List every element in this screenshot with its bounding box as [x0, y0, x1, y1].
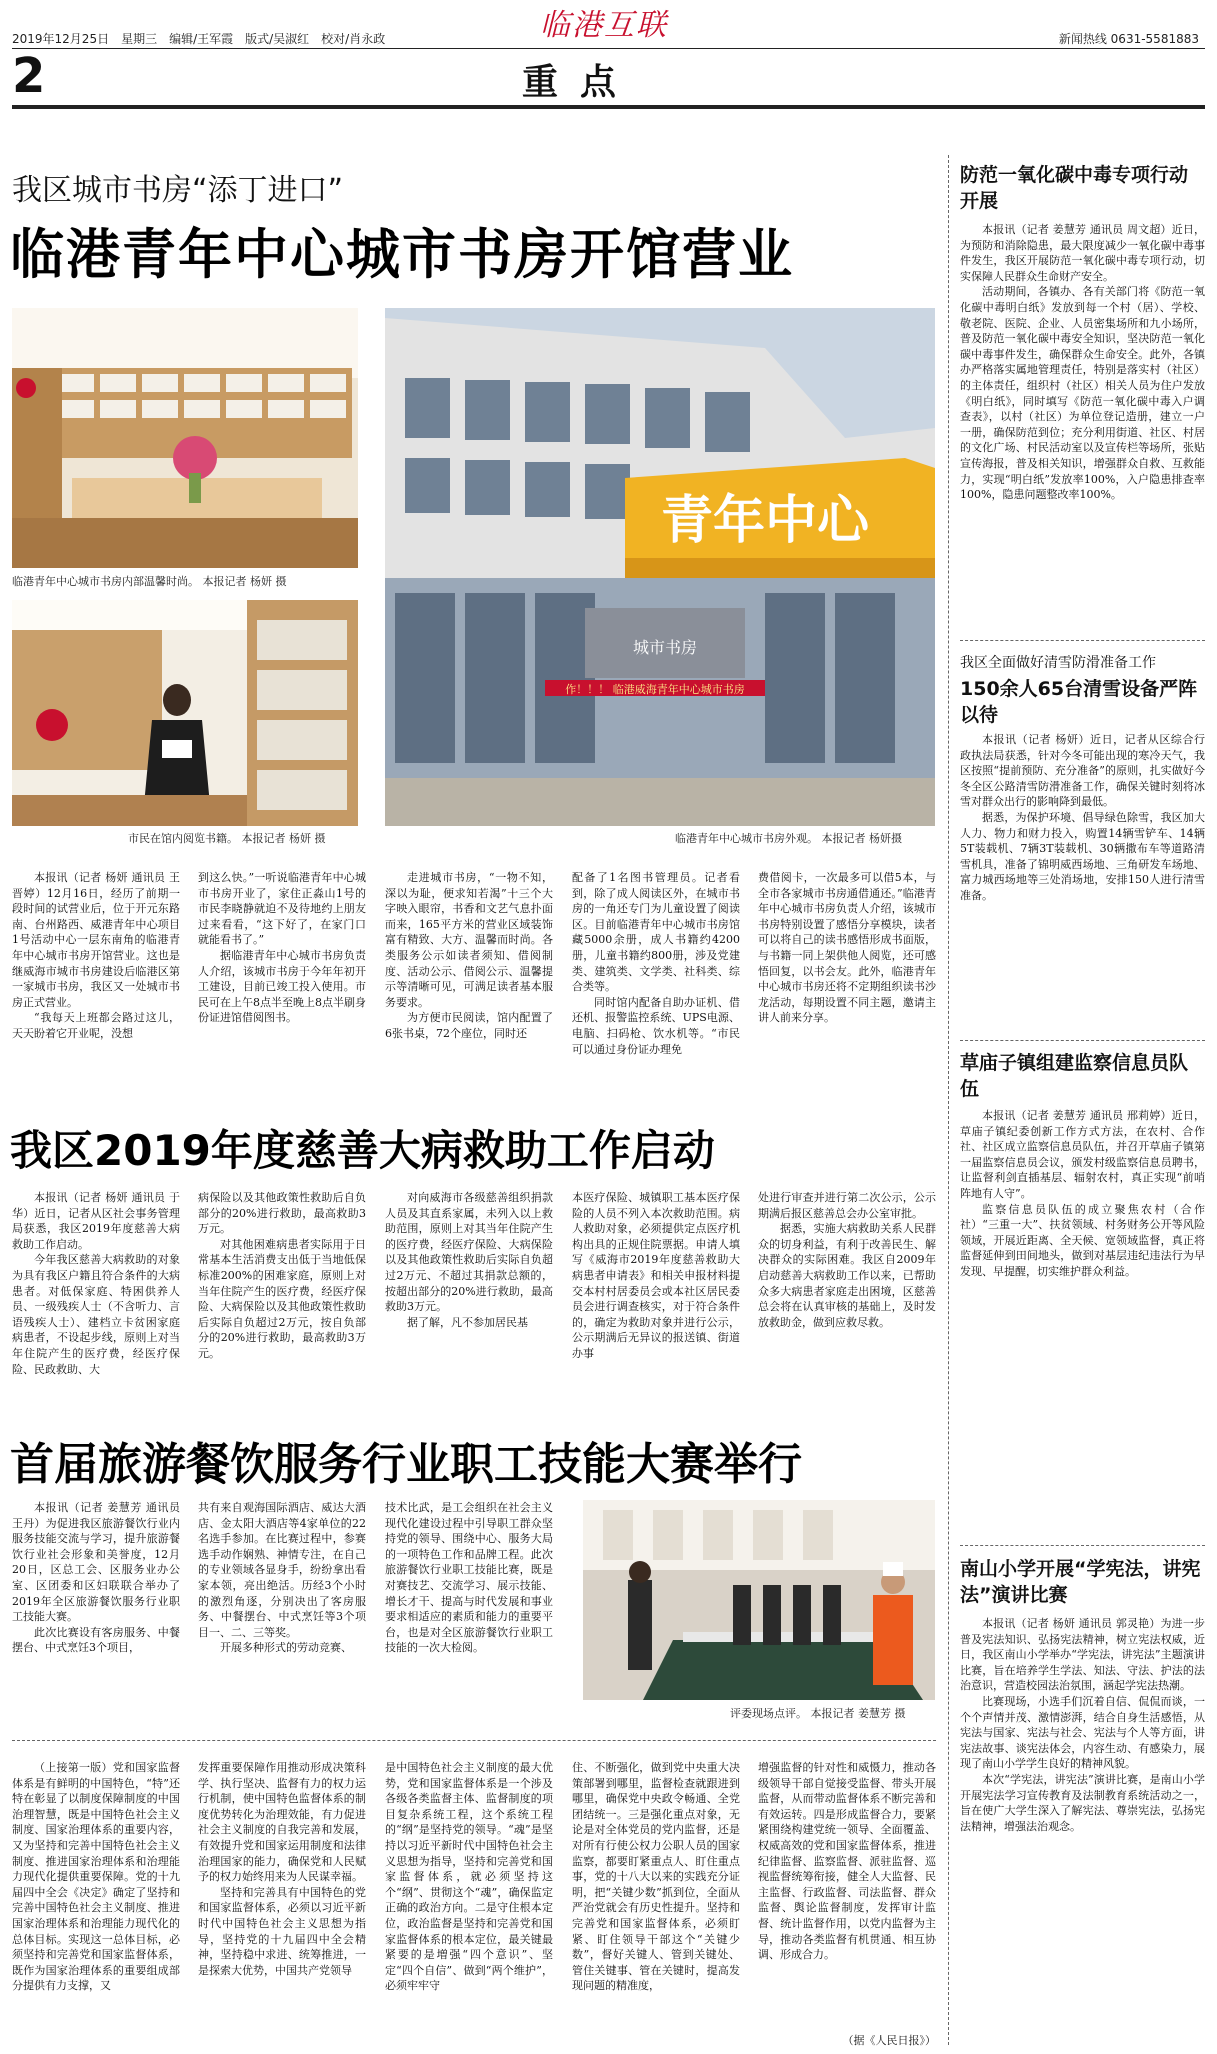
- paragraph: 住、不断强化，做到党中央重大决策部署到哪里，监督检查就跟进到哪里，确保党中央政令畅通、全党团结统一。三是强化重点对象，无论是对全体党员的党内监督，还是对所有行使公权力公职人员的国家监察，都要盯紧重点人、盯住重点事，党的十八大以来的实践充分证明，把“关键少数”抓到位，全面从严治党就会有历史性提升。坚持和完善党和国家监督体系，必须盯紧、盯住领导干部这个“关键少数”，督好关键人、管到关键处、管住关键事、管在关键时，提高发现问题的精准度，: [572, 1761, 740, 1993]
- paragraph: 是中国特色社会主义制度的最大优势，党和国家监督体系是一个涉及各级各类监督主体、监督制度的项目复杂系统工程，这个系统工程的“纲”是坚持党的领导。“魂”是坚持以习近平新时代中国特色社会主义思想为指导，坚持和完善党和国家监督体系，就必须坚持这个“纲”、贯彻这个“魂”，确保监定正确的政治方向。二是守住根本定位，政治监督是坚持和完善党和国家监督体系的根本定位，最关键最紧要的是増强“四个意识”、坚定“四个自信”、做到“两个维护”，必须牢牢守: [385, 1761, 553, 1993]
- paragraph: 对向威海市各级慈善组织捐款人员及其直系家属，未列入以上救助范围，原则上对其当年住院产生的医疗费，经医疗保险、大病保险以及其他政策性救助后实际自负超过2万元、不超过其捐款总额的，按超出部分的20%进行救助，最高救助3万元。: [385, 1191, 553, 1314]
- paragraph: 比赛现场，小选手们沉着自信、侃侃而谈，一个个声情并茂、激情澎湃，结合自身生活感悟，从宪法与国家、宪法与社会、宪法与个人等方面，讲宪法故事、谈宪法体会，内容生动、有感染力，展现了南山小学学生良好的精神风貌。: [960, 1694, 1205, 1771]
- paragraph: 对其他困难病患者实际用于日常基本生活消费支出低于当地低保标准200%的困难家庭，原则上对当年住院产生的医疗费，经医疗保险、大病保险以及其他政策性救助后实际自负超过2万元，按自负部分的20%进行救助，最高救助3万元。: [198, 1237, 366, 1360]
- article1-kicker: 我区城市书房“添丁进口”: [12, 173, 344, 208]
- paragraph: 本报讯（记者 杨妍 通讯员 郭灵艳）为进一步普及宪法知识、弘扬宪法精神，树立宪法权威，近日，我区南山小学举办“学宪法，讲宪法”主题演讲比赛，旨在培养学生学法、知法、守法、护法的法治意识，营造校园法治氛围，涵起学宪法热潮。: [960, 1617, 1205, 1693]
- paragraph: 发挥重要保障作用推动形成决策科学、执行坚决、监督有力的权力运行机制，使中国特色监督体系的制度优势转化为治理效能，有力促进社会主义制度的自我完善和发展，有效提升党和国家运用制度和法律治理国家的能力，确保党和人民赋予的权力始终用来为人民谋幸福。: [198, 1761, 366, 1884]
- paragraph: 本报讯（记者 姜慧芳 通讯员 王丹）为促进我区旅游餐饮行业内服务技能交流与学习，提升旅游餐饮行业社会形象和美誉度，12月20日，区总工会、区服务业办公室、区团委和区妇联联合举办了2019年全区旅游餐饮服务行业职工技能大赛。: [12, 1501, 180, 1624]
- article2-col3: [385, 1190, 553, 1410]
- photo-reader: [12, 600, 358, 826]
- photo-library-interior: [12, 308, 358, 568]
- photo-skills-contest: [583, 1500, 935, 1700]
- paragraph: 坚持和完善具有中国特色的党和国家监督体系，必须以习近平新时代中国特色社会主义思想为指导，坚持党的十九届四中全会精神，坚持稳中求进、统筹推进，一是探索大优势，中国共产党领导: [198, 1885, 366, 1977]
- paragraph: 据临港青年中心城市书房负责人介绍，该城市书房于今年年初开工建设，目前已竣工投入使用。市民可在上午8点半至晚上8点半刷身份证进馆借阅图书。: [198, 948, 366, 1025]
- paragraph: 技术比武，是工会组织在社会主义现代化建设过程中引导职工群众坚持党的领导、围绕中心、服务大局的一项特色工作和品牌工程。此次旅游餐饮行业职工技能比赛，既是对赛技艺、交流学习、展示技能、增长才干、提高与时代发展和事业要求相适应的素质和能力的重要平台，也是对全区旅游餐饮行业职工技能的一次大检阅。: [385, 1501, 553, 1655]
- bottom-col5: [758, 1760, 936, 2032]
- paragraph: 据了解，凡不参加居民基: [407, 1315, 528, 1329]
- article1-col5: [758, 870, 936, 1110]
- paragraph: 本报讯（记者 杨妍）近日，记者从区综合行政执法局获悉，针对今冬可能出现的寒冷天气，我区按照“提前预防、充分准备”的原则，扎实做好今冬全区公路清雪防滑准备工作，确保关键时刻将冰雪对群众出行的影响降到最低。: [960, 733, 1205, 809]
- header-rule-thick: [12, 105, 1205, 109]
- article2-col5: [758, 1190, 936, 1410]
- sidebar-rule-1: [960, 640, 1205, 641]
- masthead-logo: 临港互联: [540, 8, 668, 43]
- section-title: 重点: [522, 62, 639, 103]
- paragraph: 本报讯（记者 杨妍 通讯员 王晋婷）12月16日，经历了前期一段时间的试营业后，位于开元东路南、台州路西、威港青年中心项目1号活动中心一层东南角的临港青年中心城市书房开馆营业。这也是继威海市城市书房建设后临港区第一家城市书房，我区又一处城市书房正式营业。: [12, 871, 180, 1009]
- sidebar-s4-body: [960, 1616, 1205, 2046]
- caption-interior: 临港青年中心城市书房内部温馨时尚。 本报记者 杨妍 摄: [12, 575, 287, 588]
- paragraph: 病保险以及其他政策性救助后自负部分的20%进行救助，最高救助3万元。: [198, 1191, 366, 1236]
- bottom-col1: [12, 1760, 180, 2048]
- paragraph: 本报讯（记者 杨妍 通讯员 于华）近日，记者从区社会事务管理局获悉，我区2019年度慈善大病救助工作启动。: [12, 1191, 180, 1251]
- paragraph: 今年我区慈善大病救助的对象为具有我区户籍且符合条件的大病患者。对低保家庭、特困供养人员、一级残疾人士（不含听力、言语残疾人士）、建档立卡贫困家庭病患者，不设起步线，原则上对当年住院产生的医疗费，经医疗保险、民政救助、大: [12, 1253, 180, 1376]
- bottom-col4: [572, 1760, 740, 2048]
- article3-col1: [12, 1500, 180, 1715]
- caption-contest: 评委现场点评。 本报记者 姜慧芳 摄: [730, 1707, 906, 1720]
- sidebar-rule-2: [960, 1040, 1205, 1041]
- paragraph: 据悉，实施大病救助关系人民群众的切身利益，有利于改善民生、解决群众的实际困难。我区自2009年启动慈善大病救助工作以来，已帮助众多大病患者家庭走出困境，区慈善总会将在认真审核的基础上，及时发放救助金，做到应救尽救。: [758, 1222, 936, 1329]
- sidebar-s2-headline: 150余人65台清雪设备严阵以待: [960, 678, 1198, 726]
- sidebar-s2-body: [960, 732, 1205, 1032]
- bottom-divider: [12, 1740, 936, 1741]
- paragraph: （上接第一版）党和国家监督体系是有鲜明的中国特色，“特”还特在彰显了以制度保障制度的中国治理智慧，既是中国特色社会主义制度、国家治理体系的重要内容，又为坚持和完善中国特色社会主义制度、推进国家治理体系和治理能力现代化提供重要保障。党的十九届四中全会《决定》确定了坚持和完善中国特色社会主义制度、推进国家治理体系和治理能力现代化的总体目标。实现这一总体目标，必须坚持和完善党和国家监督体系，既作为国家治理体系的重要组成部分提供有力支撑，又: [12, 1761, 180, 1993]
- date-edition-line: 2019年12月25日 星期三 编辑/王军霞 版式/吴淑红 校对/肖永政: [12, 32, 386, 46]
- sidebar-s3-headline: 草庙子镇组建监察信息员队伍: [960, 1052, 1189, 1100]
- paragraph: 本次“学宪法，讲宪法”演讲比赛，是南山小学开展宪法学习宣传教育及法制教育系统活动之一，旨在使广大学生深入了解宪法、尊崇宪法，弘扬宪法精神，增强法治观念。: [960, 1772, 1205, 1833]
- paragraph: 本医疗保险、城镇职工基本医疗保险的人员不列入本次救助范围。病人救助对象，必须提供定点医疗机构出具的正规住院票据。申请人填写《威海市2019年度慈善救助大病患者申请表》和相关申报材料提交本村村居委员会或本社区居民委员会进行调查核实，对于符合条件的，确定为救助对象并进行公示，公示期满后无异议的报送镇、街道办事: [572, 1191, 740, 1360]
- article1-col3: [385, 870, 553, 1110]
- sidebar-s2-kicker: 我区全面做好清雪防滑准备工作: [960, 655, 1156, 671]
- photo-building-exterior: [385, 308, 935, 826]
- news-hotline: 新闻热线 0631-5581883: [1058, 32, 1199, 46]
- paragraph: 走进城市书房，“一物不知，深以为耻，便求知若渴”十三个大字映入眼帘，书香和文艺气息扑面而来，165平方米的营业区域装饰富有精致、大方、温馨而时尚。各类服务公示如读者须知、借阅制度、活动公示、借阅公示、温馨提示等清晰可见，可满足读者基本服务要求。: [385, 871, 553, 1009]
- paragraph: 费借阅卡，一次最多可以借5本，与全市各家城市书房通借通还。”临港青年中心城市书房负责人介绍，该城市书房特别设置了感悟分享模块，读者可以将自己的读书感悟形成书面版，与书籍一同上架供他人阅览，还可感悟回复，以书会友。此外，临港青年中心城市书房还将不定期组织读书沙龙活动，每期设置不同主题，邀请主讲人前来分享。: [758, 871, 936, 1025]
- article1-col4: [572, 870, 740, 1110]
- paragraph: “我每天上班都会路过这儿，天天盼着它开业呢，没想: [12, 1011, 180, 1040]
- bottom-col2: [198, 1760, 366, 2048]
- sidebar-s1-headline: 防范一氧化碳中毒专项行动开展: [960, 164, 1189, 212]
- article2-headline: 我区2019年度慈善大病救助工作启动: [10, 1126, 715, 1175]
- article2-col1: [12, 1190, 180, 1410]
- header-rule-top: [12, 48, 1205, 49]
- article3-headline: 首届旅游餐饮服务行业职工技能大赛举行: [10, 1439, 802, 1490]
- paragraph: 为方便市民阅读，馆内配置了6张书桌，72个座位，同时还: [385, 1011, 553, 1040]
- article3-col2: [198, 1500, 366, 1715]
- article1-col1: [12, 870, 180, 1110]
- sidebar-s1-body: [960, 222, 1205, 622]
- paragraph: 活动期间，各镇办、各有关部门将《防范一氧化碳中毒明白纸》发放到每一个村（居）、学校、敬老院、医院、企业、人员密集场所和九小场所，普及防范一氧化碳中毒安全知识，坚决防范一氧化碳中毒事件发生，确保群众生命安全。此外，各镇办严格落实属地管理责任，特别是落实村（社区）的主体责任，组织村（社区）相关人员为住户发放《明白纸》，同时填写《防范一氧化碳中毒入户调查表》，以村（社区）为单位登记造册，建立一户一册，确保防范到位；充分利用街道、社区、村居的文化广场、村民活动室以及宣传栏等场所，张贴宣传海报，普及相关知识，增强群众自救、互救能力，实现“明白纸”发放率100%，入户隐患排查率100%，隐患问题整改率100%。: [960, 285, 1205, 502]
- paragraph: 本报讯（记者 姜慧芳 通讯员 周文超）近日，为预防和消除隐患，最大限度减少一氧化碳中毒事件发生，我区开展防范一氧化碳中毒专项行动，切实保障人民群众生命财产安全。: [960, 223, 1205, 283]
- paragraph: 此次比赛设有客房服务、中餐摆台、中式烹饪3个项目，: [12, 1625, 180, 1655]
- paragraph: 处进行审查并进行第二次公示，公示期满后报区慈善总会办公室审批。: [758, 1191, 936, 1220]
- paragraph: 监察信息员队伍的成立聚焦农村（合作社）“三重一大”、扶贫领域、村务财务公开等风险领域，开展近距离、全天候、宽领域监督，真正将监督延伸到田间地头，做到对基层违纪违法行为早发现、早提醒，切实维护群众利益。: [960, 1202, 1205, 1278]
- building-sign: 青年中心: [660, 491, 870, 551]
- door-sign: 城市书房: [632, 638, 698, 657]
- paragraph: 本报讯（记者 姜慧芳 通讯员 邢莉婷）近日，草庙子镇纪委创新工作方式方法，在农村、合作社、社区成立监察信息员队伍，并召开草庙子镇第一届监察信息员会议，颁发村级监察信息员聘书，让监督利剑直插基层、辐射农村，真正实现“前哨阵地有人守”。: [960, 1109, 1205, 1200]
- paragraph: 到这么快。”一听说临港青年中心城市书房开业了，家住正淼山1号的市民李晓静就迫不及待地约上朋友过来看看，“这下好了，在家门口就能看书了。”: [198, 871, 366, 947]
- paragraph: 据悉，为保护环境、倡导绿色除雪，我区加大人力、物力和财力投入，购置14辆雪铲车、14辆5T装载机、7辆3T装载机、30辆撒布车等道路清雪机具，准备了锦明威西场地、三角研发车场地、富力城西场地等三处消场地，安排150人进行清雪准备。: [960, 810, 1205, 902]
- paragraph: 开展多种形式的劳动竞赛、: [220, 1641, 352, 1655]
- bottom-signature: （据《人民日报》）: [842, 2034, 936, 2047]
- page-number: 2: [12, 48, 46, 104]
- paragraph: 共有来自观海国际酒店、威达大酒店、金太阳大酒店等4家单位的22名选手参加。在比赛过程中，参赛选手动作娴熟、神情专注，在自己的专业领域各显身手，纷纷拿出看家本领，亮出绝活。历经3个小时的激烈角逐，分别决出了客房服务、中餐摆台、中式烹饪等3个项目一、二、三等奖。: [198, 1501, 366, 1639]
- caption-exterior: 临港青年中心城市书房外观。 本报记者 杨妍摄: [675, 832, 902, 845]
- bottom-col3: [385, 1760, 553, 2048]
- article2-col4: [572, 1190, 740, 1410]
- article3-col3: [385, 1500, 553, 1715]
- caption-reader: 市民在馆内阅览书籍。 本报记者 杨妍 摄: [128, 832, 326, 845]
- sidebar-rule-3: [960, 1545, 1205, 1546]
- article2-col2: [198, 1190, 366, 1410]
- sidebar-s3-body: [960, 1108, 1205, 1533]
- sidebar-s4-headline: 南山小学开展“学宪法，讲宪法”演讲比赛: [960, 1558, 1201, 1606]
- paragraph: 同时馆内配备自助办证机、借还机、报警监控系统、UPS电源、电脑、扫码枪、饮水机等。“市民可以通过身份证办理免: [572, 995, 740, 1056]
- article1-headline: 临港青年中心城市书房开馆营业: [10, 223, 794, 286]
- paragraph: 配备了1名图书管理员。记者看到，除了成人阅读区外，在城市书房的一角还专门为儿童设置了阅读区。目前临港青年中心城市书房馆藏5000余册，成人书籍约4200册，儿童书籍约800册，涉及党建类、建筑类、文学类、社科类、综合类等。: [572, 871, 740, 994]
- banner-sign: 作！！！ 临港威海青年中心城市书房: [565, 683, 745, 696]
- paragraph: 增强监督的针对性和威慑力，推动各级领导干部自觉接受监督、带头开展监督，从而带动监督体系不断完善和有效运转。四是形成监督合力，要紧紧围绕构建党统一领导、全面覆盖、权威高效的党和国家监督体系，推进纪律监督、监察监督、派驻监督、巡视监督统筹衔接，健全人大监督、民主监督、行政监督、司法监督、群众监督、舆论监督制度，发挥审计监督、统计监督作用，以党内监督为主导，推动各类监督有机贯通、相互协调、形成合力。: [758, 1761, 936, 1962]
- article1-col2: [198, 870, 366, 1110]
- sidebar-divider: [948, 155, 949, 2045]
